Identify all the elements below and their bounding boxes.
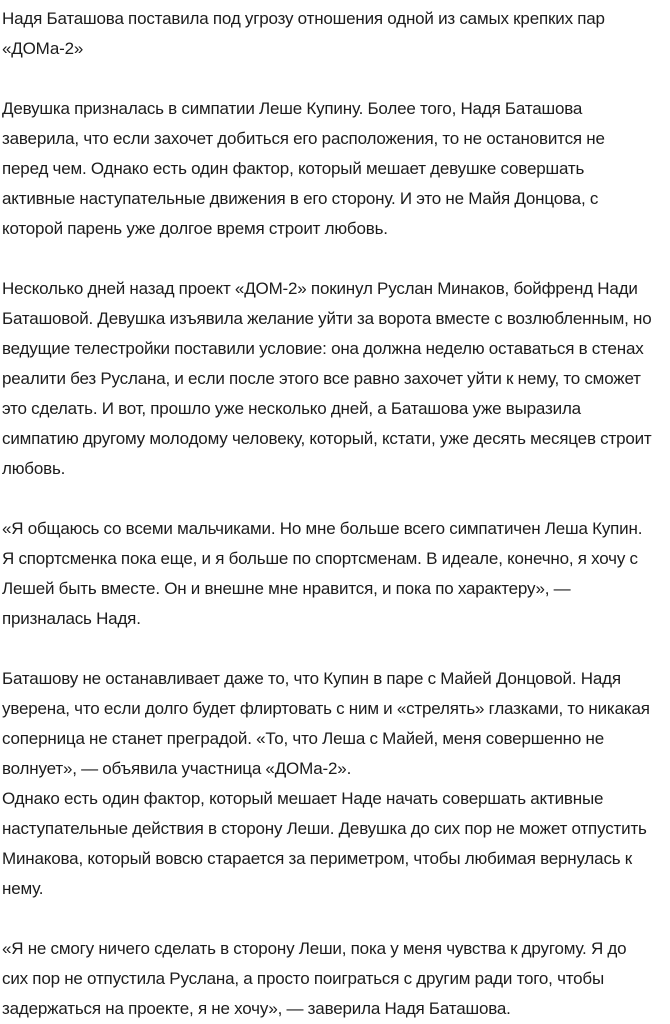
article-paragraph-4: Однако есть один фактор, который мешает Наде начать совершать активные наступательные действия в сторону Леши. Девушка до сих пор не может отпустить Минакова, который вовсю старается за периметром, чтобы любимая вернулась к нему. xyxy=(2,789,647,898)
article-quote-2: «Я не смогу ничего сделать в сторону Леши, пока у меня чувства к другому. Я до сих пор не отпустила Руслана, а просто поиграться с другим ради того, чтобы задержаться на проекте, я не хочу», — заверила Надя Баташова. xyxy=(2,939,627,1018)
article-paragraph-3: Баташову не останавливает даже то, что Купин в паре с Майей Донцовой. Надя уверена, что если долго будет флиртовать с ним и «стрелять» глазками, то никакая соперница не станет преградой. «То, что Леша с Майей, меня совершенно не волнует», — объявила участница «ДОМа-2». xyxy=(2,669,650,778)
article-quote-1: «Я общаюсь со всеми мальчиками. Но мне больше всего симпатичен Леша Купин. Я спортсменка пока еще, и я больше по спортсменам. В идеале, конечно, я хочу с Лешей быть вместе. Он и внешне мне нравится, и пока по характеру», — призналась Надя. xyxy=(2,519,643,628)
article-headline: Надя Баташова поставила под угрозу отношения одной из самых крепких пар «ДОМа-2» xyxy=(2,9,605,58)
article-paragraph-1: Девушка призналась в симпатии Леше Купину. Более того, Надя Баташова заверила, что если захочет добиться его расположения, то не остановится не перед чем. Однако есть один фактор, который мешает девушке совершать активные наступательные движения в его сторону. И это не Майя Донцова, с которой парень уже долгое время строит любовь. xyxy=(2,99,605,238)
article-paragraph-2: Несколько дней назад проект «ДОМ-2» покинул Руслан Минаков, бойфренд Нади Баташовой. Девушка изъявила желание уйти за ворота вместе с возлюбленным, но ведущие телестройки поставили условие: она должна неделю оставаться в стенах реалити без Руслана, и если после этого все равно захочет уйти к нему, то сможет это сделать. И вот, прошло уже несколько дней, а Баташова уже выразила симпатию другому молодому человеку, который, кстати, уже десять месяцев строит любовь. xyxy=(2,279,652,478)
